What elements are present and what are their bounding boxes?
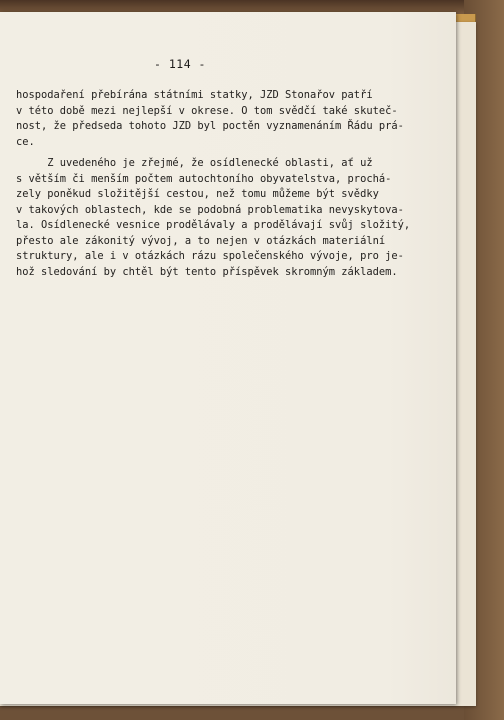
text-line: zely poněkud složitější cestou, než tomu můžeme být svědky: [16, 188, 379, 200]
text-line: la. Osídlenecké vesnice prodělávaly a prodělávají svůj složitý,: [16, 219, 411, 231]
text-line: přesto ale zákonitý vývoj, a to nejen v otázkách materiální: [16, 234, 386, 247]
page-number: - 114 -: [154, 57, 206, 71]
text-line: s větším či menším počtem autochtoního obyvatelstva, prochá-: [16, 172, 392, 185]
text-line: Z uvedeného je zřejmé, že osídlenecké oblasti, ať už: [16, 157, 373, 169]
text-line: struktury, ale i v otázkách rázu společenského vývoje, pro je-: [16, 250, 404, 262]
body-text: [16, 88, 436, 280]
paragraph-1: [16, 88, 436, 150]
document-page: [0, 12, 456, 704]
text-line: nost, že předseda tohoto JZD byl poctěn vyznamenáním Řádu prá-: [16, 120, 404, 132]
paragraph-2: [16, 156, 436, 280]
text-line: ce.: [16, 135, 35, 148]
text-line: v této době mezi nejlepší v okrese. O tom svědčí také skuteč-: [16, 104, 398, 117]
text-line: hospodaření přebírána státními statky, JZD Stonařov patří: [16, 89, 373, 101]
text-line: hož sledování by chtěl být tento příspěvek skromným základem.: [16, 265, 398, 278]
text-line: v takových oblastech, kde se podobná problematika nevyskytova-: [16, 203, 404, 216]
